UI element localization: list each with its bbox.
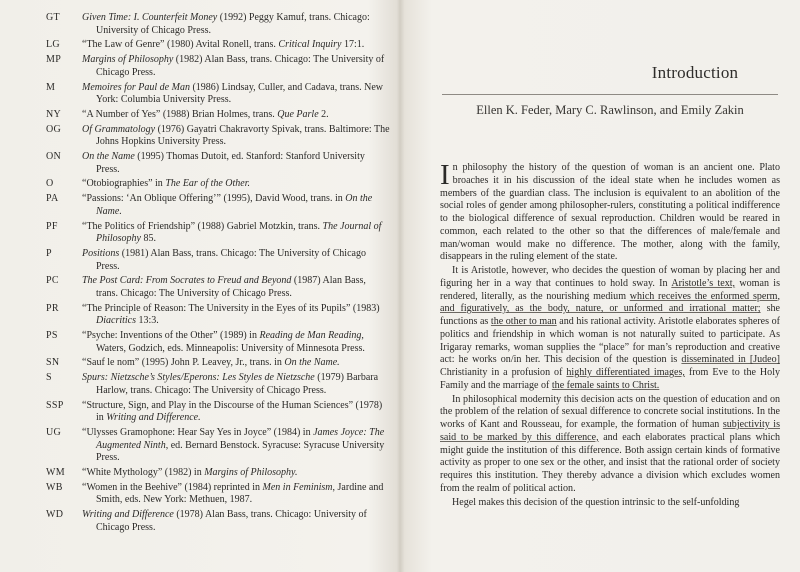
abbreviation-citation: Of Grammatology (1976) Gayatri Chakravorty Spivak, trans. Baltimore: The Johns Hopkins University Press. <box>82 123 390 148</box>
title-rule <box>442 94 778 95</box>
drop-cap: I <box>440 159 450 191</box>
abbreviation-citation: Positions (1981) Alan Bass, trans. Chicago: The University of Chicago Press. <box>82 247 366 272</box>
abbreviation-citation: Margins of Philosophy (1982) Alan Bass, trans. Chicago: The University of Chicago Press. <box>82 54 385 78</box>
abbreviation-citation: Memoires for Paul de Man (1986) Lindsay, Culler, and Cadava, trans. New York: Columbia University Press. <box>82 81 384 106</box>
abbreviation-citation: “The Law of Genre” (1980) Avital Ronell, trans. Critical Inquiry 17:1. <box>82 39 365 51</box>
left-page <box>0 0 398 572</box>
abbreviation-citation: Spurs: Nietzsche’s Styles/Eperons: Les Styles de Nietzsche (1979) Barbara Harlow, trans. Chicago: The University of Chicago Press. <box>82 372 379 396</box>
abbreviation-citation: Writing and Difference (1978) Alan Bass, trans. Chicago: University of Chicago Press. <box>82 509 367 533</box>
abbreviation-entry <box>40 357 390 370</box>
abbreviation-citation: “Passions: ‘An Oblique Offering’” (1995), David Wood, trans. in On the Name. <box>82 193 373 217</box>
abbreviation-code: PR <box>46 302 59 314</box>
abbreviation-code: NY <box>46 108 62 120</box>
body-paragraph: Hegel makes this decision of the question intrinsic to the self-unfolding <box>452 496 740 508</box>
right-page <box>402 0 800 572</box>
abbreviation-code: MP <box>46 54 62 66</box>
abbreviation-entry <box>40 12 390 37</box>
chapter-title: Introduction <box>651 63 739 82</box>
chapter-body <box>440 159 781 509</box>
abbreviation-code: PS <box>46 330 58 342</box>
abbreviation-citation: Given Time: I. Counterfeit Money (1992) Peggy Kamuf, trans. Chicago: University of Chicago Press. <box>82 12 370 36</box>
abbreviation-code: PF <box>46 220 58 232</box>
abbreviation-code: WM <box>46 466 65 478</box>
body-paragraph: In philosophy the history of the question of woman is an ancient one. Plato broaches it in his discussion of the ideal state when he includes women as members of the guardian class. The inclusion is equivalent to an abolition of the social roles of gender among philosopher-rulers, constituting a political indifference to the biological difference of sexual reproduction. Children would be reared in common, each related to the other so that the differences of male/female and man/woman would make no difference. The mother, along with the family, disappears in the ruling element of the state. <box>440 159 780 263</box>
abbreviation-entry <box>40 151 390 176</box>
abbreviation-entry <box>40 109 390 122</box>
abbreviation-code: UG <box>46 427 62 438</box>
abbreviation-citation: “White Mythology” (1982) in Margins of Philosophy. <box>82 466 298 478</box>
body-paragraph: In philosophical modernity this decision acts on the question of education and on the problem of the relation of sexual difference to concrete social institutions. In the works of Kant and Rousseau, for example, the formation of human subjectivity is said to be marked by this difference, and each elaborates practical plans which might guide the institution of this difference. Both assign certain kinds of formative activity as proper to one sex or the other, and insist that the rational order of society requires this institution. They thereby advance a division which excludes women from the realm of political action. <box>440 393 781 494</box>
abbreviation-code: WB <box>46 481 63 493</box>
abbreviation-citation: “A Number of Yes” (1988) Brian Holmes, trans. Que Parle 2. <box>82 108 329 120</box>
abbreviation-entry <box>40 275 390 300</box>
show-through-text <box>428 4 778 52</box>
abbreviation-entry <box>40 400 390 425</box>
abbreviations-list <box>40 12 390 537</box>
abbreviation-code: LG <box>46 39 60 51</box>
abbreviation-code: O <box>46 178 54 190</box>
abbreviation-entry <box>40 54 390 79</box>
abbreviation-code: ON <box>46 151 62 163</box>
abbreviation-entry <box>40 82 390 107</box>
abbreviation-entry <box>40 193 390 218</box>
abbreviation-citation: “Structure, Sign, and Play in the Discourse of the Human Sciences” (1978) in Writing and Difference. <box>82 399 383 424</box>
abbreviation-code: GT <box>46 12 60 23</box>
abbreviation-citation: “Sauf le nom” (1995) John P. Leavey, Jr., trans. in On the Name. <box>82 357 340 369</box>
abbreviation-code: SN <box>46 357 60 369</box>
abbreviation-code: S <box>46 372 52 384</box>
abbreviation-citation: “Women in the Beehive” (1984) reprinted in Men in Feminism, Jardine and Smith, eds. New York: Methuen, 1987. <box>82 481 384 506</box>
abbreviation-citation: “The Principle of Reason: The University in the Eyes of its Pupils” (1983) Diacritics 13:3. <box>82 302 380 327</box>
abbreviation-code: SSP <box>46 399 64 411</box>
abbreviation-code: WD <box>46 509 64 521</box>
abbreviation-citation: “Ulysses Gramophone: Hear Say Yes in Joyce” (1984) in James Joyce: The Augmented Ninth, ed. Bernard Benstock. Syracuse: Syracuse University Press. <box>82 427 385 464</box>
abbreviation-entry <box>40 482 390 507</box>
abbreviation-entry <box>40 303 390 328</box>
abbreviation-entry <box>40 509 390 534</box>
abbreviation-citation: “The Politics of Friendship” (1988) Gabriel Motzkin, trans. The Journal of Philosophy 85. <box>82 220 382 245</box>
chapter-authors: Ellen K. Feder, Mary C. Rawlinson, and Emily Zakin <box>476 103 744 117</box>
abbreviation-citation: “Otobiographies” in The Ear of the Other. <box>82 178 251 190</box>
abbreviation-entry <box>40 221 390 246</box>
abbreviation-entry <box>40 178 390 191</box>
abbreviation-entry <box>40 330 390 355</box>
abbreviation-citation: The Post Card: From Socrates to Freud and Beyond (1987) Alan Bass, trans. Chicago: The University of Chicago Press. <box>82 275 366 299</box>
abbreviation-entry <box>40 372 390 397</box>
abbreviation-citation: “Psyche: Inventions of the Other” (1989) in Reading de Man Reading, Waters, Godzich, eds. Minneapolis: University of Minnesota Press. <box>82 330 365 354</box>
abbreviation-entry <box>40 467 390 480</box>
abbreviation-entry <box>40 39 390 52</box>
abbreviation-entry <box>40 248 390 273</box>
abbreviation-code: PC <box>46 275 59 287</box>
abbreviation-entry <box>40 427 390 465</box>
abbreviation-entry <box>40 124 390 149</box>
abbreviation-citation: On the Name (1995) Thomas Dutoit, ed. Stanford: Stanford University Press. <box>82 151 365 175</box>
body-paragraph: It is Aristotle, however, who decides the question of woman by placing her and figuring her in a way that continues to hold sway. In Aristotle’s text, woman is rendered, literally, as the nourishing medium which receives the enformed sperm, and figuratively, as the body, nature, or unformed and irrational matter; she functions as the other to man and his rational activity. Aristotle elaborates spheres of politics and friendship in which woman is not naturally suited to participate. As Irigaray remarks, woman supplies the “place” for man’s reproduction and creative act: he works on/in her. This decision of the question is disseminated in [Judeo] Christianity in a profusion of highly differentiated images, from Eve to the Holy Family and the marriage of the female saints to Christ. <box>440 265 781 391</box>
abbreviation-code: P <box>46 247 52 259</box>
abbreviation-code: OG <box>46 123 62 135</box>
abbreviation-code: PA <box>46 193 59 205</box>
abbreviation-code: M <box>46 81 56 93</box>
